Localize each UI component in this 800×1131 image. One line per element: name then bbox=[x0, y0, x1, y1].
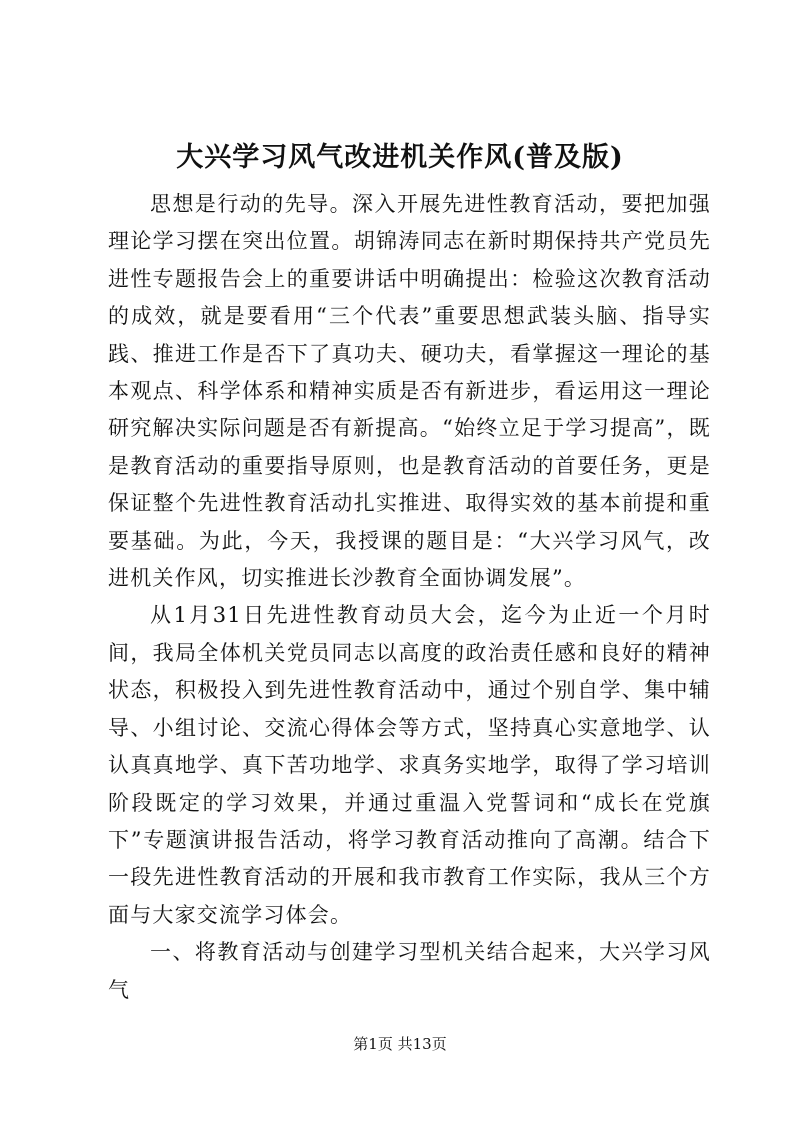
paragraph-2: 从1月31日先进性教育动员大会，迄今为止近一个月时间，我局全体机关党员同志以高度的政治责任感和良好的精神状态，积极投入到先进性教育活动中，通过个别自学、集中辅导、小组讨论、交流心得体会等方式，坚持真心实意地学、认认真真地学、真下苦功地学、求真务实地学，取得了学习培训阶段既定的学习效果，并通过重温入党誓词和“成长在党旗下”专题演讲报告活动，将学习教育活动推向了高潮。结合下一段先进性教育活动的开展和我市教育工作实际，我从三个方面与大家交流学习体会。 bbox=[108, 603, 711, 927]
page-footer: 第1页 共13页 bbox=[353, 1035, 447, 1053]
paragraph-1: 思想是行动的先导。深入开展先进性教育活动，要把加强理论学习摆在突出位置。胡锦涛同志在新时期保持共产党员先进性专题报告会上的重要讲话中明确提出：检验这次教育活动的成效，就是要看用“三个代表”重要思想武装头脑、指导实践、推进工作是否下了真功夫、硬功夫，看掌握这一理论的基本观点、科学体系和精神实质是否有新进步，看运用这一理论研究解决实际问题是否有新提高。“始终立足于学习提高”，既是教育活动的重要指导原则，也是教育活动的首要任务，更是保证整个先进性教育活动扎实推进、取得实效的基本前提和重要基础。为此，今天，我授课的题目是：“大兴学习风气，改进机关作风，切实推进长沙教育全面协调发展”。 bbox=[108, 192, 711, 591]
document-title: 大兴学习风气改进机关作风(普及版) bbox=[176, 142, 624, 173]
document-body bbox=[108, 186, 711, 1009]
paragraph-3-section-heading: 一、将教育活动与创建学习型机关结合起来，大兴学习风气 bbox=[108, 940, 711, 1002]
